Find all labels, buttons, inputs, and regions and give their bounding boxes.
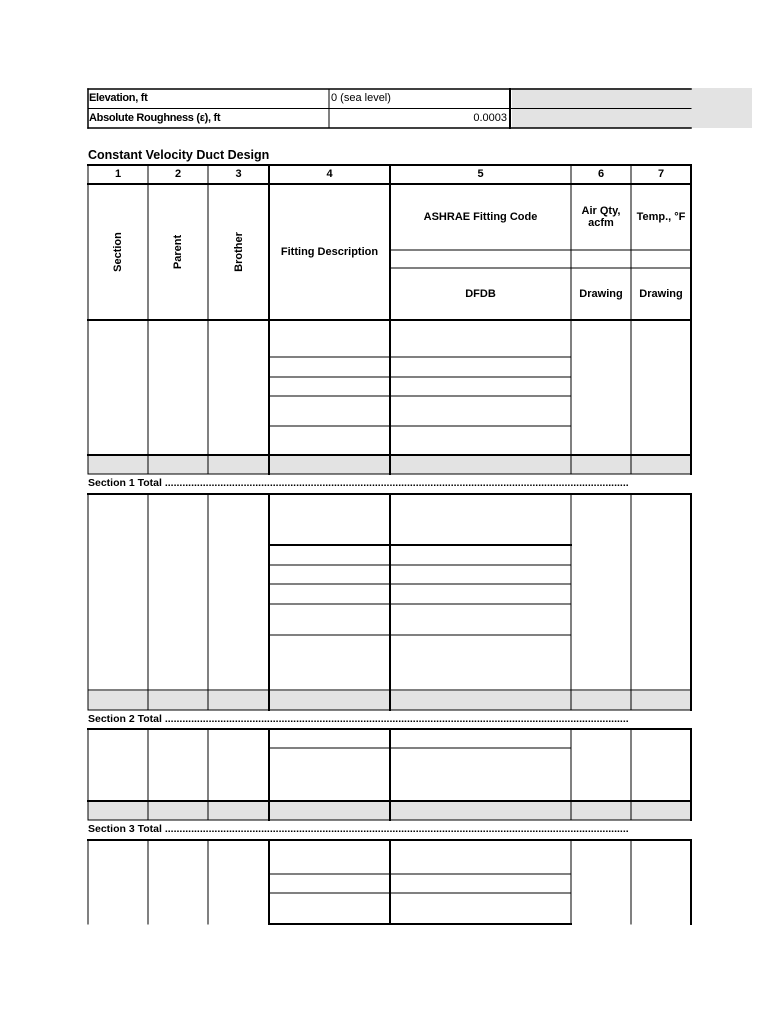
col-header-section: Section xyxy=(111,232,124,272)
col-number-6: 6 xyxy=(597,168,605,180)
roughness-value[interactable]: 0.0003 xyxy=(473,112,507,124)
section-3-total-label: Section 3 Total ............................................................................................................................................................... xyxy=(88,823,629,835)
col-header-section-cell xyxy=(88,184,148,320)
col-header-drawing-7: Drawing xyxy=(639,288,683,300)
section-2-total-label: Section 2 Total ............................................................................................................................................................... xyxy=(88,713,629,725)
col-header-fitting-description: Fitting Description xyxy=(280,246,379,258)
col-header-brother: Brother xyxy=(232,232,245,272)
col-number-4: 4 xyxy=(326,168,333,180)
col-header-temp: Temp., °F xyxy=(636,211,686,223)
col-number-5: 5 xyxy=(477,168,484,180)
section-1-total-label: Section 1 Total ............................................................................................................................................................... xyxy=(88,477,629,489)
elevation-label: Elevation, ft xyxy=(89,92,148,104)
table-title: Constant Velocity Duct Design xyxy=(88,148,270,162)
col-number-2: 2 xyxy=(174,168,182,180)
col-header-parent-cell xyxy=(148,184,208,320)
roughness-label: Absolute Roughness (ε), ft xyxy=(89,112,221,124)
col-header-drawing-6: Drawing xyxy=(579,288,623,300)
col-header-parent: Parent xyxy=(172,234,184,270)
col-number-3: 3 xyxy=(235,168,242,180)
col-header-ashrae-code: ASHRAE Fitting Code xyxy=(423,211,538,223)
elevation-value[interactable]: 0 (sea level) xyxy=(331,92,391,104)
col-number-1: 1 xyxy=(114,168,122,180)
col-header-air-qty: Air Qty, acfm xyxy=(581,205,621,229)
col-header-brother-cell xyxy=(208,184,269,320)
col-header-dfdb: DFDB xyxy=(465,288,496,300)
col-number-7: 7 xyxy=(657,168,665,180)
